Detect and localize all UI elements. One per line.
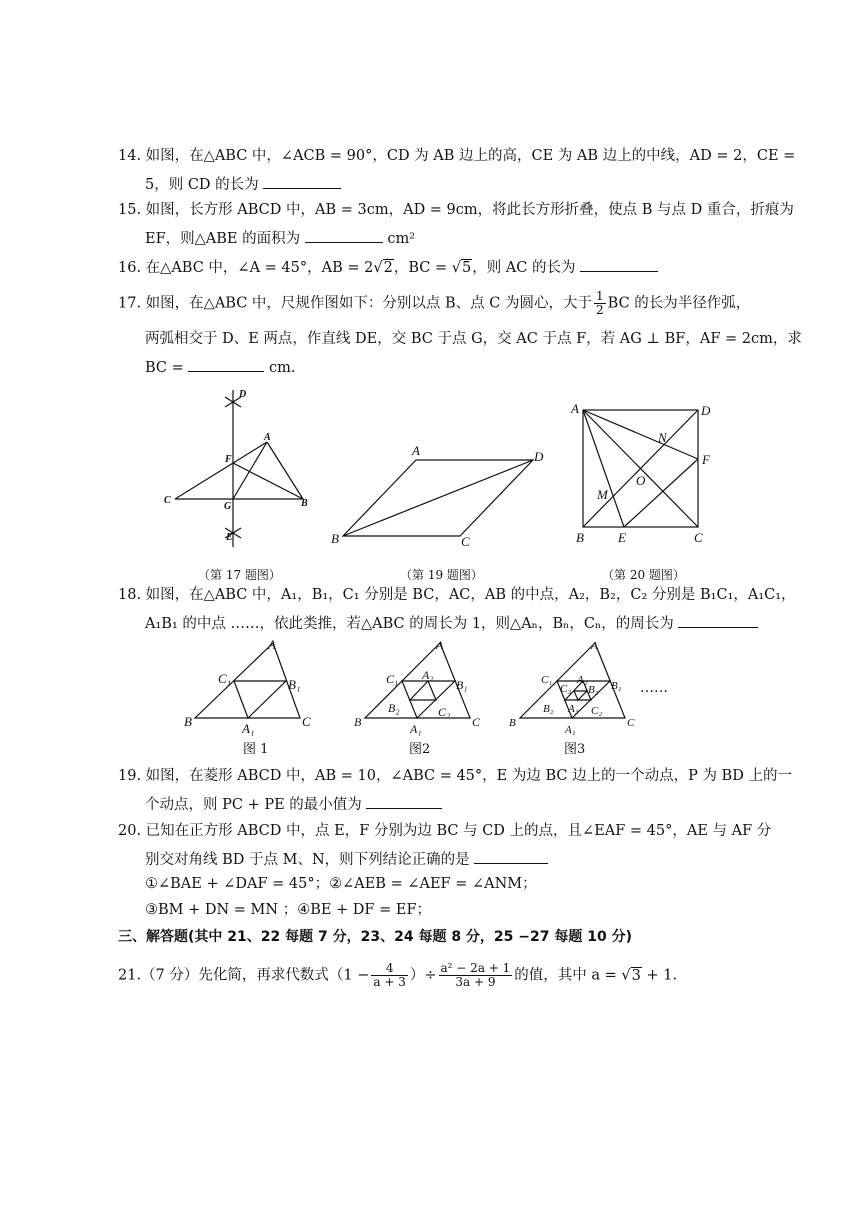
q16-text-c: ，则 AC 的长为 (472, 260, 576, 276)
q20-line2 (145, 849, 548, 869)
q18-line1: 18. 如图，在△ABC 中，A₁，B₁，C₁ 分别是 BC，AC，AB 的中点，A₂，B₂，C₂ 分别是 B₁C₁，A₁C₁， (118, 587, 796, 603)
label-a: A (412, 443, 420, 458)
label-a: A (436, 638, 444, 652)
label-b: B (509, 717, 516, 729)
label-f: F (702, 452, 710, 467)
label-a: A (591, 640, 598, 652)
segment-ga (233, 442, 267, 499)
triangle-figure-2 (350, 636, 490, 736)
figure-20 (568, 395, 728, 550)
q21-text-d: + 1. (641, 967, 678, 984)
label-d: D (701, 403, 711, 418)
label-a: A (268, 637, 276, 652)
label-c: C (694, 530, 703, 545)
triangle-a2b2c2 (410, 681, 436, 700)
label-b: B (184, 714, 192, 729)
q21-sqrt: 3 (631, 967, 641, 984)
label-c2: C₂ (591, 705, 603, 717)
q20-line3: ①∠BAE + ∠DAF = 45°；②∠AEB = ∠AEF = ∠ANM； (145, 876, 537, 892)
label-d: D (239, 389, 247, 400)
label-m: M (597, 487, 608, 502)
q15-line1: 15. 如图，长方形 ABCD 中，AB = 3cm，AD = 9cm，将此长方形折叠，使点 B 与点 D 重合，折痕为 (118, 202, 794, 218)
label-g: G (224, 501, 232, 512)
q21-fraction-1 (371, 962, 407, 989)
q16-text-b: ，BC = (393, 260, 452, 276)
frac-denominator: 3a + 9 (455, 975, 496, 989)
triangle-a1b1c1 (234, 681, 286, 718)
answer-blank[interactable] (188, 357, 264, 372)
q21-text-a: 21.（7 分）先化简，再求代数式（1 − (118, 967, 370, 984)
q17-fraction (594, 290, 606, 317)
label-c1: C₁ (386, 672, 399, 686)
frac-numerator: 1 (596, 289, 604, 303)
section-heading: 三、解答题(其中 21、22 每题 7 分，23、24 每题 8 分，25 −27 每题 10 分) (118, 929, 632, 945)
caption-fig19: （第 19 题图） (400, 568, 483, 582)
label-c: C (164, 495, 171, 506)
label-c: C (461, 534, 470, 549)
label-b3: B₃ (588, 684, 599, 696)
label-a3: A₃ (568, 703, 579, 715)
segment-ab (267, 442, 303, 499)
answer-blank[interactable] (263, 174, 341, 189)
label-o: O (636, 473, 646, 488)
label-e: E (226, 532, 233, 543)
q14-line2-text: 5，则 CD 的长为 (145, 177, 259, 193)
q17-text-b: BC 的长为半径作弧， (607, 295, 751, 312)
label-c1: C₁ (541, 674, 553, 686)
label-b: B (354, 715, 362, 729)
q21-line (118, 962, 677, 989)
ellipsis: …… (640, 680, 668, 696)
q17-text-a: 17. 如图，在△ABC 中，尺规作图如下：分别以点 B、点 C 为圆心，大于 (118, 295, 592, 312)
q16-sqrt2: 5 (461, 260, 472, 276)
sqrt-sign: √ (621, 967, 631, 984)
label-a2: A₂ (422, 668, 434, 682)
answer-blank[interactable] (580, 257, 658, 272)
label-a: A (264, 432, 271, 443)
label-c: C (472, 715, 481, 729)
label-b2: B₂ (543, 703, 554, 715)
q17-unit: cm. (269, 360, 296, 376)
q21-fraction-2 (439, 962, 513, 989)
answer-blank[interactable] (474, 849, 548, 864)
label-b2: B₂ (388, 701, 400, 715)
answer-blank[interactable] (305, 228, 383, 243)
q15-line2 (145, 228, 415, 248)
q18-line2-text: A₁B₁ 的中点 ……，依此类推，若△ABC 的周长为 1，则△Aₙ，Bₙ，Cₙ，的周长为 (145, 616, 674, 632)
caption-tri1: 图 1 (243, 742, 269, 757)
label-b: B (301, 498, 308, 509)
caption-tri3: 图3 (564, 742, 586, 757)
label-a2: A₂ (577, 674, 588, 686)
q20-line2-text: 别交对角线 BD 于点 M、N，则下列结论正确的是 (145, 852, 470, 868)
q15-unit: cm² (387, 231, 416, 247)
label-d: D (534, 449, 544, 464)
segment-ca (175, 442, 267, 499)
q19-line2 (145, 794, 442, 814)
label-b1: B₁ (611, 680, 622, 692)
frac-denominator: 2 (596, 303, 604, 317)
sqrt-sign: √ (373, 260, 383, 276)
caption-tri2: 图2 (409, 742, 431, 757)
label-e: E (618, 530, 626, 545)
q17-text-c: BC = (145, 360, 184, 376)
label-a1: A₁ (410, 722, 422, 736)
q20-line4: ③BM + DN = MN ；④BE + DF = EF； (145, 902, 431, 918)
label-c1: C₁ (218, 671, 232, 686)
segment-ef (624, 459, 698, 527)
figure-17 (155, 385, 325, 555)
label-a: A (571, 401, 579, 416)
q16-sqrt1: 2 (383, 260, 393, 276)
label-c3: C₃ (560, 683, 572, 695)
sqrt-sign: √ (451, 260, 461, 276)
figure-19 (328, 440, 553, 550)
label-f: F (225, 454, 232, 465)
q19-line2-text: 个动点，则 PC + PE 的最小值为 (145, 797, 362, 813)
triangle-a3b3c3 (574, 691, 587, 700)
caption-fig20: （第 20 题图） (602, 568, 685, 582)
label-b: B (576, 530, 584, 545)
label-n: N (658, 430, 667, 445)
q19-line1: 19. 如图，在菱形 ABCD 中，AB = 10，∠ABC = 45°，E 为边 BC 边上的一个动点，P 为 BD 上的一 (118, 768, 792, 784)
answer-blank[interactable] (678, 613, 758, 628)
q16-text-a: 16. 在△ABC 中，∠A = 45°，AB = 2 (118, 260, 374, 276)
label-a1: A₁ (565, 724, 576, 736)
frac-numerator: a² − 2a + 1 (440, 961, 511, 975)
q14-line1: 14. 如图，在△ABC 中，∠ACB = 90°，CD 为 AB 边上的高，CE 为 AB 边上的中线，AD = 2，CE = (118, 148, 796, 164)
q17-line2: 两弧相交于 D、E 两点，作直线 DE，交 BC 于点 G，交 AC 于点 F，若 AG ⊥ BF，AF = 2cm，求 (145, 331, 802, 347)
q21-text-c: 的值，其中 a = (514, 967, 622, 984)
q15-line2-text: EF，则△ABE 的面积为 (145, 231, 301, 247)
q14-line2 (145, 174, 341, 194)
q16-line (118, 257, 658, 277)
frac-numerator: 4 (371, 962, 407, 976)
q17-line1 (118, 290, 750, 317)
label-b1: B₁ (456, 678, 468, 692)
label-c: C (627, 717, 635, 729)
triangle-figure-3 (505, 636, 645, 736)
q17-line3 (145, 357, 295, 377)
label-b1: B₁ (288, 677, 301, 692)
q21-text-b: ）÷ (409, 967, 437, 984)
caption-fig17: （第 17 题图） (198, 568, 281, 582)
label-a1: A₁ (242, 721, 255, 736)
frac-denominator: a + 3 (373, 975, 406, 989)
q18-line2 (145, 613, 758, 633)
answer-blank[interactable] (366, 794, 442, 809)
diagonal-bd (343, 460, 533, 536)
triangle-figure-1 (180, 636, 320, 736)
segment-ae (583, 410, 624, 527)
label-b: B (331, 531, 339, 546)
label-c2: C₂ (438, 705, 451, 719)
q20-line1: 20. 已知在正方形 ABCD 中，点 E，F 分别为边 BC 与 CD 上的点，且∠EAF = 45°，AE 与 AF 分 (118, 823, 772, 839)
segment-af (583, 410, 698, 459)
label-c: C (302, 714, 311, 729)
